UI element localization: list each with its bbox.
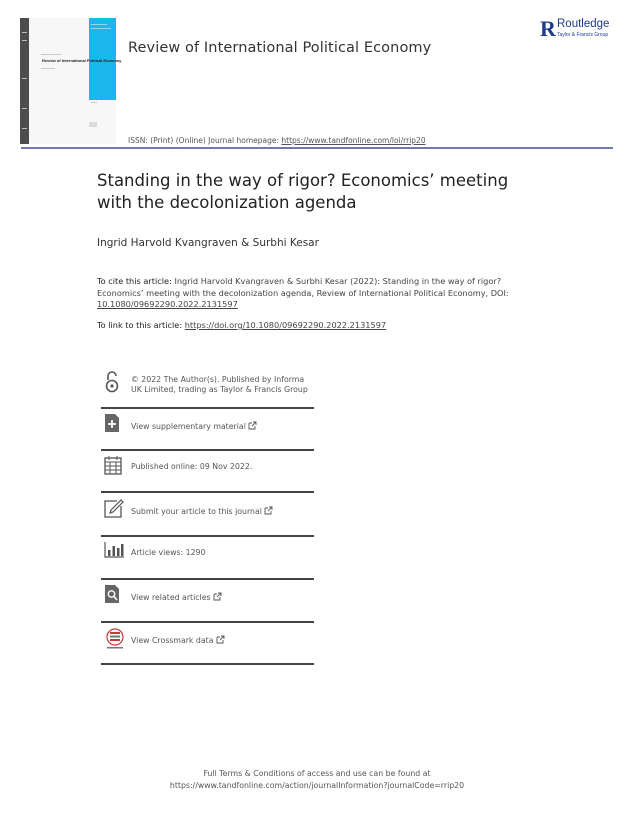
- journal-homepage-link[interactable]: https://www.tandfonline.com/loi/rrip20: [281, 136, 426, 145]
- journal-title: Review of International Political Economy: [128, 40, 432, 56]
- publisher-subtitle: Taylor & Francis Group: [557, 32, 609, 38]
- link-label: To link to this article:: [97, 320, 185, 330]
- footer-line-1: Full Terms & Conditions of access and use can be found at: [203, 769, 431, 778]
- cite-text: Ingrid Harvold Kvangraven & Surbhi Kesar (2022): Standing in the way of rigor? Economics’ meeting with the decolonization agenda, Review of International Political Economy, DOI:: [97, 276, 509, 298]
- publisher-logo: [540, 17, 622, 41]
- external-link-icon: [213, 592, 222, 601]
- license-text: © 2022 The Author(s). Published by Informa UK Limited, trading as Taylor & Francis Group: [131, 375, 308, 394]
- terms-footer: [0, 768, 634, 791]
- article-doi-link[interactable]: https://doi.org/10.1080/09692290.2022.2131597: [184, 320, 387, 330]
- meta-submit[interactable]: [101, 492, 314, 536]
- open-access-icon: [104, 370, 124, 392]
- submit-link[interactable]: [131, 506, 273, 517]
- submit-icon: [104, 498, 124, 520]
- meta-published: [101, 450, 314, 492]
- crossmark-link[interactable]: [131, 635, 225, 646]
- meta-license: [101, 368, 314, 408]
- cite-label: To cite this article:: [97, 276, 172, 286]
- citation-block: [97, 276, 527, 311]
- related-search-icon: [104, 584, 124, 606]
- publisher-name: Routledge: [557, 18, 610, 30]
- supplementary-link[interactable]: [131, 421, 257, 432]
- cover-spine: [20, 18, 29, 144]
- meta-related[interactable]: [101, 579, 314, 622]
- related-label: View related articles: [131, 593, 211, 602]
- supplementary-label: View supplementary material: [131, 422, 246, 431]
- issn-line: [128, 136, 426, 145]
- doi-link[interactable]: 10.1080/09692290.2022.2131597: [97, 299, 238, 309]
- crossmark-label: View Crossmark data: [131, 636, 214, 645]
- meta-views: [101, 536, 314, 579]
- article-link-line: [97, 320, 386, 330]
- article-authors: Ingrid Harvold Kvangraven & Surbhi Kesar: [97, 237, 319, 249]
- external-link-icon: [248, 421, 257, 430]
- crossmark-icon: [104, 628, 124, 650]
- external-link-icon: [216, 635, 225, 644]
- article-views: Article views: 1290: [131, 548, 206, 557]
- article-title: Standing in the way of rigor? Economics’ meeting with the decolonization agenda: [97, 171, 509, 212]
- submit-label: Submit your article to this journal: [131, 507, 262, 516]
- issn-text: ISSN: (Print) (Online) Journal homepage:: [128, 136, 282, 145]
- supplementary-icon: [104, 413, 124, 435]
- external-link-icon: [264, 506, 273, 515]
- routledge-r-icon: R: [540, 16, 556, 41]
- calendar-icon: [104, 455, 124, 477]
- header-rule: [21, 147, 613, 149]
- cover-journal-title: Review of International Political Economy: [42, 58, 122, 63]
- related-link[interactable]: [131, 592, 222, 603]
- separator: [101, 663, 314, 665]
- meta-supplementary[interactable]: [101, 408, 314, 450]
- published-date: Published online: 09 Nov 2022.: [131, 462, 253, 471]
- meta-crossmark[interactable]: [101, 622, 314, 664]
- bar-chart-icon: [104, 542, 124, 564]
- journal-cover-thumbnail: [20, 18, 122, 144]
- footer-terms-link[interactable]: https://www.tandfonline.com/action/journalInformation?journalCode=rrip20: [169, 780, 465, 790]
